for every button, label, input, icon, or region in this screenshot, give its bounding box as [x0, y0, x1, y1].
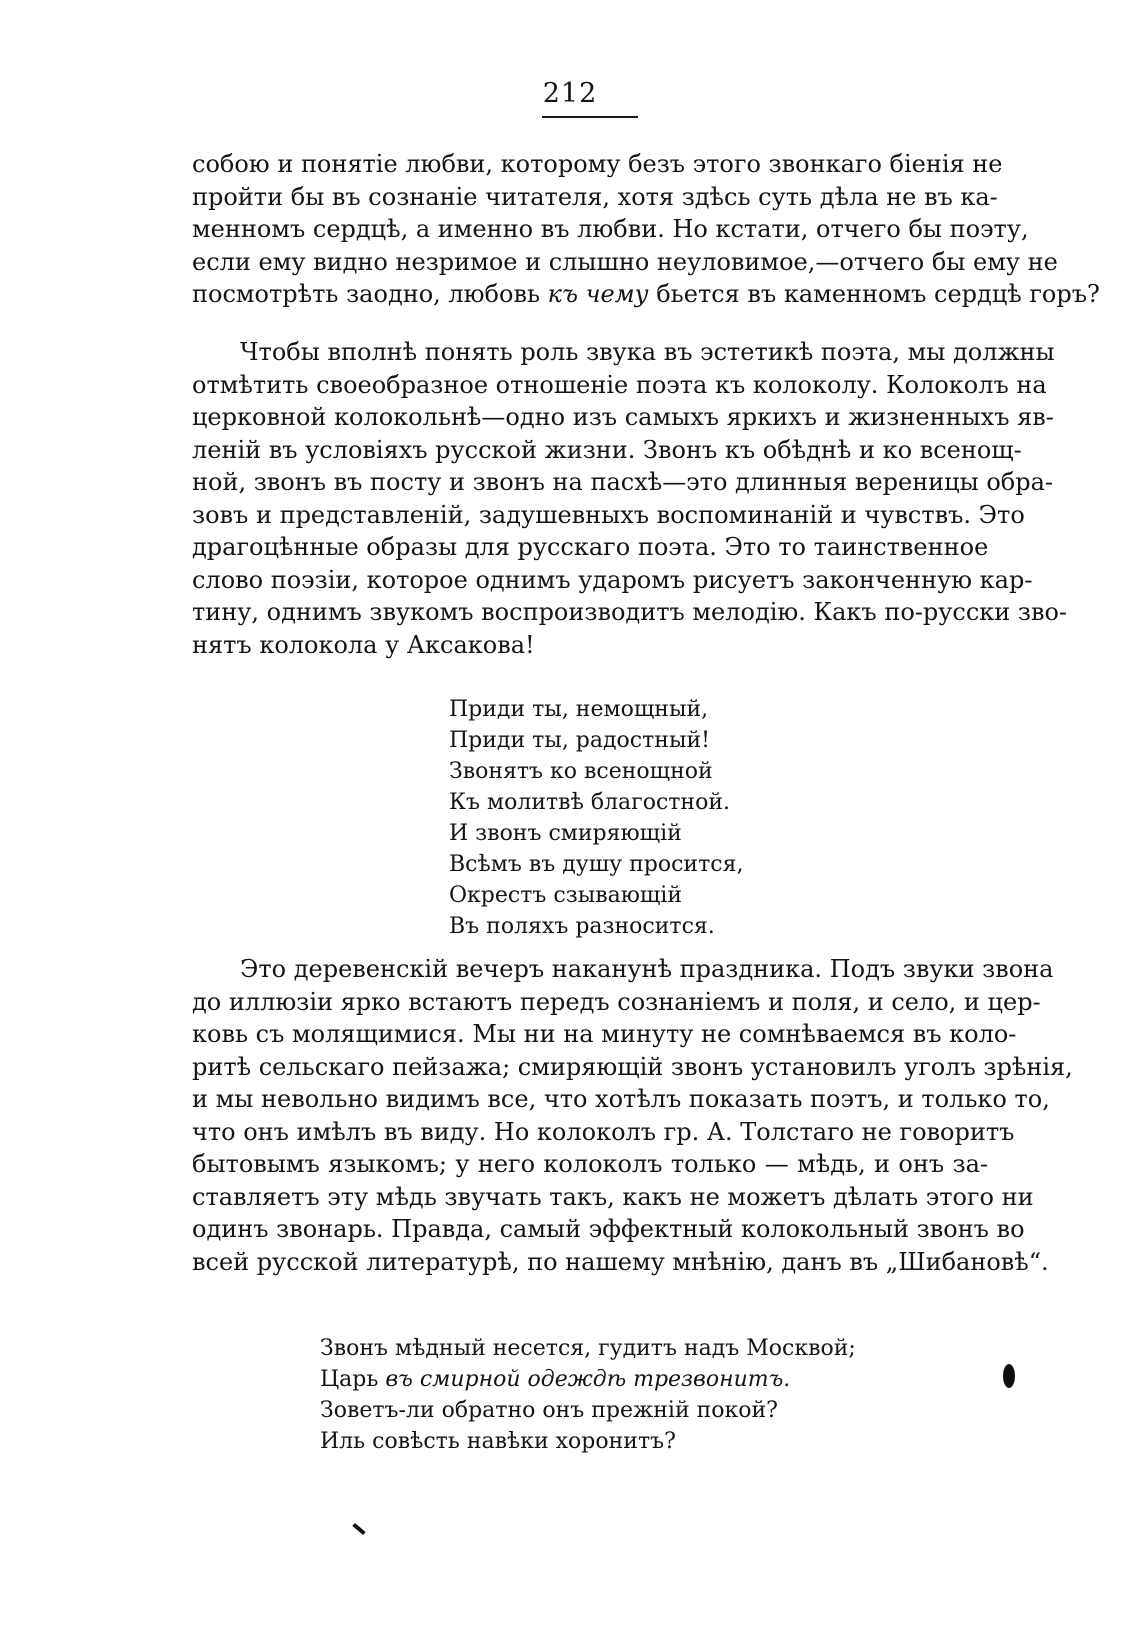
paragraph-line: что онъ имѣлъ въ виду. Но колоколъ гр. А. Толстаго не говоритъ	[192, 1117, 1015, 1146]
paragraph-line: ковь съ молящимися. Мы ни на минуту не сомнѣваемся въ коло-	[192, 1020, 1017, 1048]
paragraph-line: одинъ звонарь. Правда, самый эффектный колокольный звонъ во	[192, 1215, 1025, 1243]
paragraph-line: если ему видно незримое и слышно неуловимое,—отчего бы ему не	[192, 247, 1058, 276]
paragraph-line: менномъ сердцѣ, а именно въ любви. Но кстати, отчего бы поэту,	[192, 215, 1029, 243]
poem-line: И звонъ смиряющій	[449, 821, 682, 846]
poem-line	[320, 1364, 856, 1395]
paragraph-line: до иллюзіи ярко встаютъ передъ сознаніемъ и поля, и село, и цер-	[192, 987, 1041, 1016]
poem-shibanov	[320, 1333, 856, 1457]
italic-emphasis: къ чему	[547, 280, 649, 308]
paragraph-line: зовъ и представленій, задушевныхъ воспоминаній и чувствъ. Это	[192, 500, 1025, 529]
paragraph-line: Это деревенскій вечеръ наканунѣ праздника. Подъ звуки звона	[240, 955, 1054, 983]
page-number-rule	[542, 116, 638, 118]
paragraph-line: леній въ условіяхъ русской жизни. Звонъ къ обѣднѣ и ко всенощ-	[192, 435, 1022, 464]
paragraph-line: тину, однимъ звукомъ воспроизводитъ мелодію. Какъ по-русски зво-	[192, 598, 1068, 626]
paragraph-line: ритѣ сельскаго пейзажа; смиряющій звонъ установилъ уголъ зрѣнія,	[192, 1052, 1073, 1081]
paragraph-line	[192, 278, 1100, 311]
paragraph-line: нятъ колокола у Аксакова!	[192, 630, 535, 659]
poem-line: Иль совѣсть навѣки хоронитъ?	[320, 1429, 676, 1454]
paragraph-line: собою и понятіе любви, которому безъ этого звонкаго біенія не	[192, 150, 1003, 178]
paragraph-line: ставляетъ эту мѣдь звучать такъ, какъ не можетъ дѣлать этого ни	[192, 1182, 1034, 1211]
poem-line: Къ молитвѣ благостной.	[449, 790, 730, 815]
paragraph-3	[192, 953, 1073, 1278]
paragraph-1	[192, 148, 1100, 311]
paragraph-line: и мы невольно видимъ все, что хотѣлъ показать поэтъ, и только то,	[192, 1085, 1050, 1113]
paragraph-line: всей русской литературѣ, по нашему мнѣнію, данъ въ „Шибановѣ“.	[192, 1247, 1049, 1276]
poem-line: Приди ты, немощный,	[449, 697, 709, 722]
paragraph-line: драгоцѣнные образы для русскаго поэта. Это то таинственное	[192, 533, 989, 561]
ink-mark	[352, 1523, 365, 1535]
poem-line: Всѣмъ въ душу просится,	[449, 852, 744, 877]
paragraph-line: слово поэзіи, которое однимъ ударомъ рисуетъ законченную кар-	[192, 565, 1033, 594]
text-run: бьется въ каменномъ сердцѣ горъ?	[648, 280, 1100, 308]
paragraph-line: церковной колокольнѣ—одно изъ самыхъ яркихъ и жизненныхъ яв-	[192, 403, 1054, 431]
page-number: 212	[542, 78, 598, 109]
poem-line: Въ поляхъ разносится.	[449, 914, 715, 939]
poem-line: Приди ты, радостный!	[449, 728, 710, 753]
italic-emphasis: въ смирной одеждѣ трезвонитъ.	[385, 1367, 791, 1392]
poem-line: Звонятъ ко всенощной	[449, 759, 713, 784]
ink-blot	[1003, 1364, 1015, 1388]
paragraph-line: бытовымъ языкомъ; у него колоколъ только — мѣдь, и онъ за-	[192, 1150, 988, 1178]
paragraph-line: ной, звонъ въ посту и звонъ на пасхѣ—это длинныя вереницы обра-	[192, 468, 1054, 496]
paragraph-line: Чтобы вполнѣ понять роль звука въ эстетикѣ поэта, мы должны	[240, 338, 1055, 366]
paragraph-line: пройти бы въ сознаніе читателя, хотя здѣсь суть дѣла не въ ка-	[192, 182, 998, 211]
paragraph-line: отмѣтить своеобразное отношеніе поэта къ колоколу. Колоколъ на	[192, 370, 1047, 399]
text-run: Царь	[320, 1367, 386, 1392]
poem-line: Окрестъ сзывающій	[449, 883, 683, 908]
poem-aksakov	[449, 694, 743, 942]
poem-line: Звонъ мѣдный несется, гудитъ надъ Москвой;	[320, 1336, 856, 1361]
paragraph-2	[192, 336, 1068, 661]
poem-line: Зоветъ-ли обратно онъ прежній покой?	[320, 1398, 778, 1423]
text-run: посмотрѣть заодно, любовь	[192, 280, 548, 308]
